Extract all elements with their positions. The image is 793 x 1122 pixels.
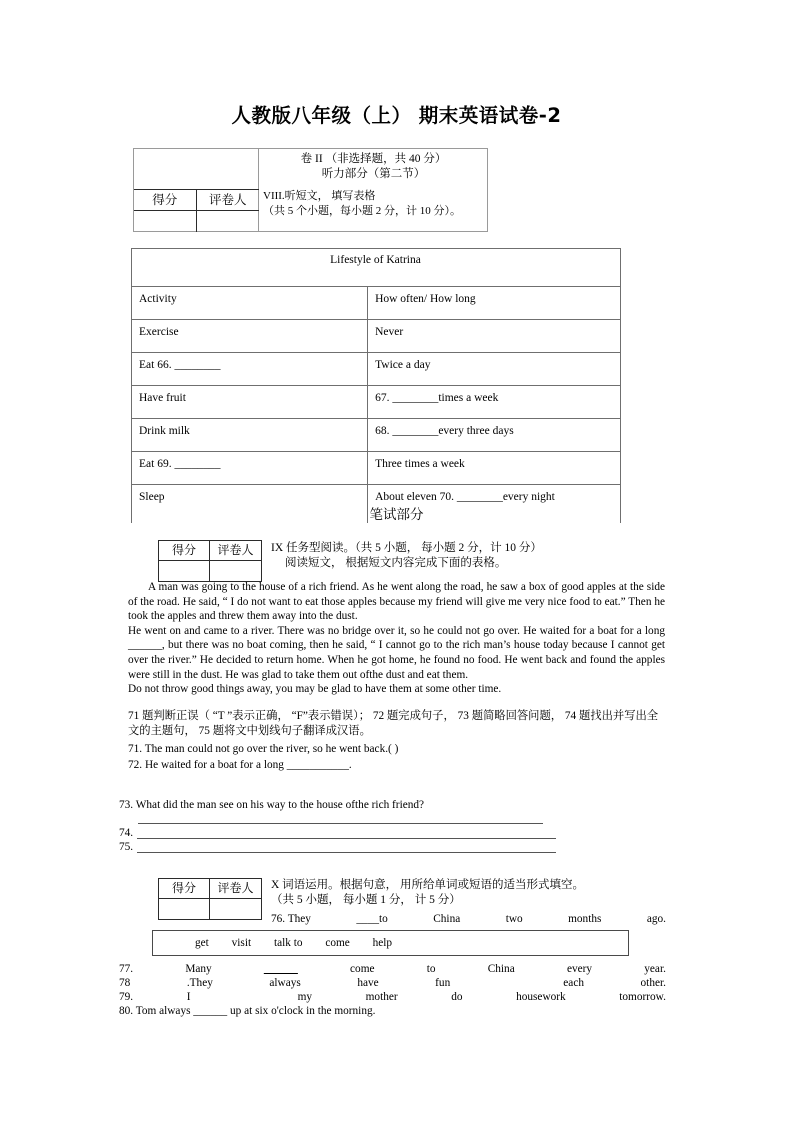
question-79[interactable] — [119, 991, 666, 1003]
q76-cell: two — [505, 913, 523, 925]
question-74-number: 74. — [119, 827, 134, 839]
question-80[interactable]: 80. Tom always ______ up at six o'clock in the morning. — [119, 1005, 376, 1017]
score-row-inputs — [159, 561, 261, 581]
table-row — [132, 320, 621, 353]
lifestyle-table — [131, 248, 621, 524]
score-value-cell[interactable] — [159, 561, 210, 581]
score-value-cell[interactable] — [159, 899, 210, 919]
score-label: 得分 — [159, 541, 210, 560]
table-header-row — [132, 287, 621, 320]
lifestyle-table-body — [132, 249, 621, 524]
q79-cell: mother — [365, 991, 398, 1003]
marker-value-cell[interactable] — [197, 211, 260, 232]
question-78[interactable] — [119, 977, 666, 989]
q77-cell: Many — [185, 963, 212, 975]
word-bank-item[interactable]: visit — [231, 937, 252, 949]
q77-cell: every — [566, 963, 593, 975]
frequency-cell: Three times a week — [368, 452, 621, 485]
marker-label: 评卷人 — [208, 192, 247, 207]
activity-cell: Eat 69. ________ — [132, 452, 368, 485]
q77-cell: 77. — [119, 963, 134, 975]
section-x-instruction-line2: （共 5 小题， 每小题 1 分， 计 5 分） — [271, 894, 461, 906]
q78-cell: 78 — [119, 977, 131, 989]
activity-cell: Exercise — [132, 320, 368, 353]
reading-passage — [128, 580, 665, 697]
score-grid-header-row — [134, 190, 259, 211]
marker-value-cell[interactable] — [210, 899, 261, 919]
q79-cell: 79. — [119, 991, 134, 1003]
q77-cell: year. — [644, 963, 666, 975]
score-row-inputs — [159, 899, 261, 919]
q79-cell: I — [186, 991, 191, 1003]
question-list-71-72 — [128, 742, 668, 773]
section-x-instructions — [271, 878, 584, 908]
q76-cell: China — [433, 913, 461, 925]
q77-cell: come — [350, 963, 375, 975]
task-instruction-line1: VIII.听短文， 填写表格 — [263, 190, 376, 202]
q76-cell: ago. — [646, 913, 666, 925]
column-header-activity: Activity — [132, 287, 368, 320]
passage-paragraph-3: Do not throw good things away, you may be glad to have them at some other time. — [128, 683, 502, 696]
frequency-cell: Twice a day — [368, 353, 621, 386]
q79-cell: my — [297, 991, 313, 1003]
question-71[interactable]: 71. The man could not go over the river, so he went back.( ) — [128, 743, 399, 755]
activity-cell: Sleep — [132, 485, 368, 524]
header-instruction-area — [259, 149, 489, 231]
part-heading-line2: 听力部分（第二节） — [321, 168, 426, 180]
header-score-area — [134, 149, 259, 231]
word-bank-item[interactable]: get — [195, 937, 209, 949]
questions-instruction-cn: 71 题判断正误（ “T ”表示正确， “F”表示错误）； 72 题完成句子， 73 题简略回答问题， 74 题找出并写出全文的主题句， 75 题将文中划线句子翻译成汉语。 — [128, 710, 659, 737]
section-ix-score-box — [158, 540, 262, 582]
table-caption: Lifestyle of Katrina — [132, 249, 621, 287]
question-75-number: 75. — [119, 841, 134, 853]
section-x-instruction-line1: X 词语运用。根据句意， 用所给单词或短语的适当形式填空。 — [271, 879, 585, 891]
frequency-cell: 68. ________every three days — [368, 419, 621, 452]
q78-cell: always — [269, 977, 301, 989]
score-grid — [134, 189, 259, 231]
page-title: 人教版八年级（上） 期末英语试卷-2 — [231, 104, 562, 127]
word-bank-item[interactable]: help — [372, 937, 393, 949]
word-bank-item[interactable]: talk to — [273, 937, 303, 949]
table-row — [132, 419, 621, 452]
word-bank-item[interactable]: come — [325, 937, 350, 949]
q76-cell: months — [568, 913, 602, 925]
q78-cell: fun — [435, 977, 451, 989]
passage-paragraph-2: He went on and came to a river. There was no bridge over it, so he could not go over. He waited for a boat for a long ______, but there was no boat coming, then he said, “ I cannot go to the rich man’s house today because I cannot get over the river.” He decided to return home. When he got home, he found no food. He went back and found the apples were still in the dust. He was glad to take them out ofthe dust and eat them. — [128, 624, 665, 681]
marker-label: 评卷人 — [217, 881, 254, 895]
question-77[interactable] — [119, 963, 666, 975]
score-value-cell[interactable] — [134, 211, 197, 232]
written-part-title: 笔试部分 — [369, 507, 424, 523]
question-72[interactable]: 72. He waited for a boat for a long ___________. — [128, 758, 352, 771]
q77-cell: to — [426, 963, 436, 975]
q79-cell: housework — [516, 991, 566, 1003]
frequency-cell: About eleven 70. ________every night — [368, 485, 621, 524]
answer-line-75[interactable] — [137, 852, 556, 853]
q79-cell: tomorrow. — [619, 991, 666, 1003]
score-label: 得分 — [134, 190, 197, 210]
section-ix-instructions — [271, 541, 542, 571]
marker-label: 评卷人 — [217, 543, 254, 557]
section-ix-instruction-line2: 阅读短文， 根据短文内容完成下面的表格。 — [285, 557, 507, 569]
answer-line-74[interactable] — [137, 838, 556, 839]
q76-cell: 76. They — [271, 913, 311, 925]
q76-cell: ____to — [356, 913, 388, 925]
activity-cell: Have fruit — [132, 386, 368, 419]
frequency-cell: Never — [368, 320, 621, 353]
score-row-labels — [159, 541, 261, 561]
q79-cell: do — [451, 991, 463, 1003]
q78-cell: each — [563, 977, 584, 989]
activity-cell: Drink milk — [132, 419, 368, 452]
q78-cell: other. — [640, 977, 666, 989]
section-x-score-box — [158, 878, 262, 920]
q77-cell: China — [487, 963, 515, 975]
marker-value-cell[interactable] — [210, 561, 261, 581]
score-row-labels — [159, 879, 261, 899]
score-grid-input-row — [134, 211, 259, 232]
frequency-cell: 67. ________times a week — [368, 386, 621, 419]
q78-cell: have — [357, 977, 379, 989]
part-heading-line1: 卷 II （非选择题，共 40 分） — [300, 153, 447, 165]
activity-cell: Eat 66. ________ — [132, 353, 368, 386]
q78-cell: .They — [186, 977, 213, 989]
table-caption-row — [132, 249, 621, 287]
listening-header-box — [133, 148, 488, 232]
passage-paragraph-1: A man was going to the house of a rich friend. As he went along the road, he saw a box of good apples at the side of the road. He said, “ I do not want to eat those apples because my friend will give me very nice food to eat.” Then he took the apples and threw them away into the dust. — [128, 581, 665, 623]
question-73: 73. What did the man see on his way to the house ofthe rich friend? — [119, 799, 425, 811]
answer-line-73[interactable] — [138, 823, 543, 824]
table-row — [132, 386, 621, 419]
question-76[interactable] — [271, 913, 666, 925]
section-ix-instruction-line1: IX 任务型阅读。（共 5 小题， 每小题 2 分，计 10 分） — [271, 542, 542, 554]
column-header-frequency: How often/ How long — [368, 287, 621, 320]
task-instruction-line2: （共 5 个小题，每小题 2 分，计 10 分）。 — [263, 204, 461, 217]
table-row — [132, 353, 621, 386]
table-row — [132, 452, 621, 485]
score-label: 得分 — [159, 879, 210, 898]
word-bank-box — [152, 930, 629, 956]
q77-blank[interactable]: ______ — [263, 963, 298, 975]
